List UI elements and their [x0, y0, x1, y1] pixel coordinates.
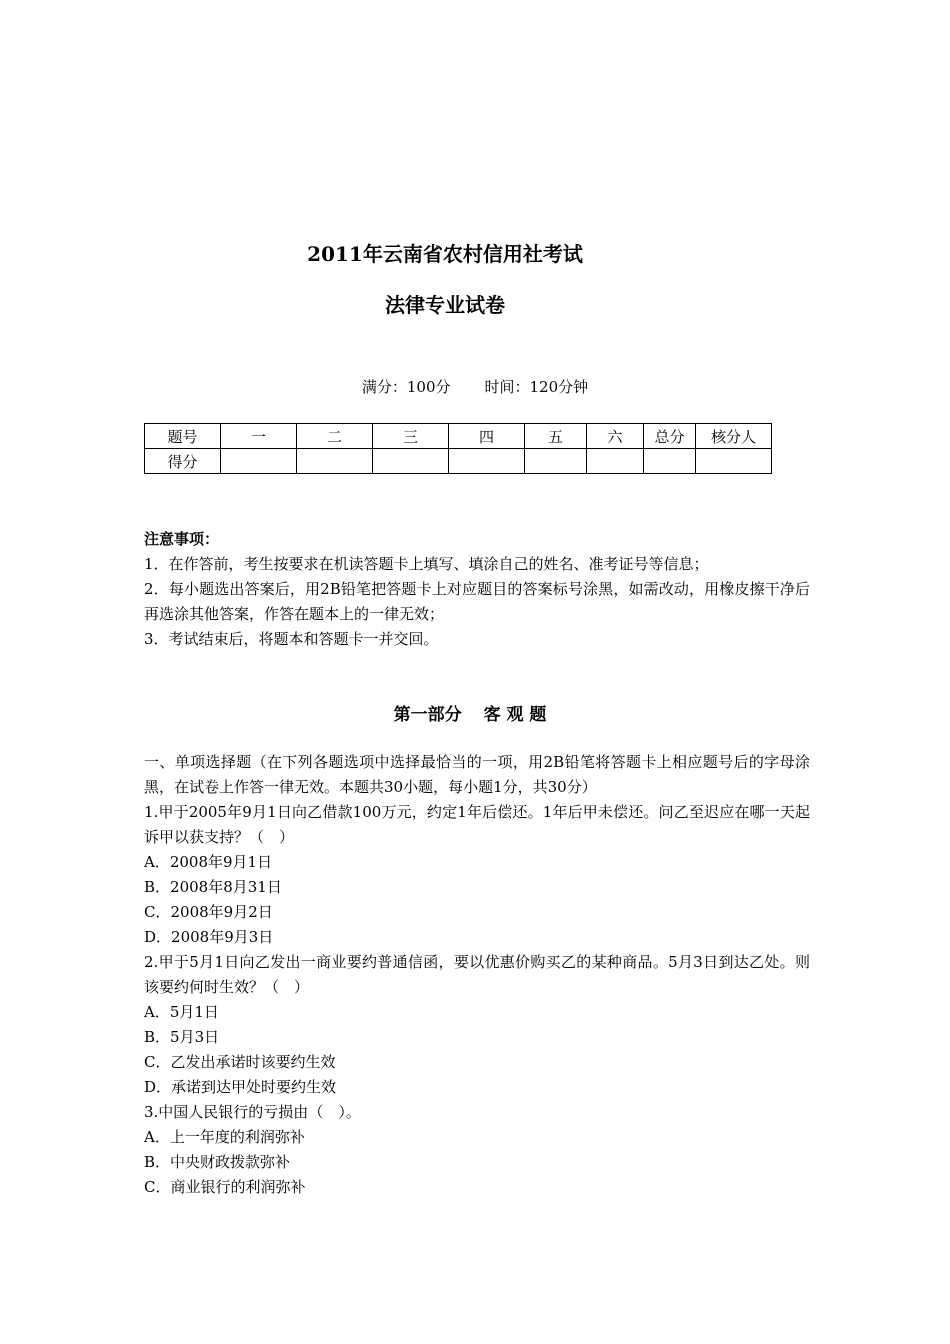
- section-heading: [0, 700, 940, 725]
- question-option: A．上一年度的利润弥补: [144, 1128, 305, 1146]
- question-option: A．5月1日: [144, 1003, 219, 1021]
- score-table-header-cell: 核分人: [696, 424, 772, 449]
- question-option: B．中央财政拨款弥补: [144, 1153, 291, 1171]
- score-table-header-cell: 一: [221, 424, 297, 449]
- exam-meta: [0, 376, 950, 397]
- single-choice-instructions: 一、单项选择题（在下列各题选项中选择最恰当的一项，用2B铅笔将答题卡上相应题号后的字母涂黑，在试卷上作答一律无效。本题共30小题，每小题1分，共30分）: [144, 753, 810, 796]
- score-cell: [644, 449, 696, 474]
- score-table-header-cell: 五: [525, 424, 587, 449]
- notice-item: 2．每小题选出答案后，用2B铅笔把答题卡上对应题目的答案标号涂黑，如需改动，用橡皮擦干净后再选涂其他答案，作答在题本上的一律无效；: [144, 580, 810, 623]
- score-cell: [587, 449, 644, 474]
- score-table-header-row: [145, 424, 772, 449]
- score-table-header-cell: 总分: [644, 424, 696, 449]
- score-row-label: 得分: [145, 449, 221, 474]
- question-option: C．乙发出承诺时该要约生效: [144, 1053, 336, 1071]
- score-table-header-cell: 二: [297, 424, 373, 449]
- notice-item: 3．考试结束后，将题本和答题卡一并交回。: [144, 630, 439, 648]
- notice-item: 1．在作答前，考生按要求在机读答题卡上填写、填涂自己的姓名、准考证号等信息；: [144, 555, 709, 573]
- score-cell: [525, 449, 587, 474]
- score-cell: [297, 449, 373, 474]
- question-option: C．2008年9月2日: [144, 903, 273, 921]
- question-stem: 3.中国人民银行的亏损由（ ）。: [144, 1103, 361, 1121]
- question-option: D．2008年9月3日: [144, 928, 274, 946]
- score-table-score-row: [145, 449, 772, 474]
- full-score: 满分：100分: [361, 378, 451, 396]
- score-cell: [696, 449, 772, 474]
- question-option: B．2008年8月31日: [144, 878, 282, 896]
- section-part: 第一部分: [393, 705, 462, 725]
- score-cell: [373, 449, 449, 474]
- score-cell: [449, 449, 525, 474]
- score-table-header-cell: 三: [373, 424, 449, 449]
- question-option: B．5月3日: [144, 1028, 220, 1046]
- score-table-header-cell: 六: [587, 424, 644, 449]
- question-stem: 1.甲于2005年9月1日向乙借款100万元，约定1年后偿还。1年后甲未偿还。问乙至迟应在哪一天起诉甲以获支持？（ ）: [144, 803, 810, 846]
- score-table-header-cell: 题号: [145, 424, 221, 449]
- question-option: C．商业银行的利润弥补: [144, 1178, 306, 1196]
- score-cell: [221, 449, 297, 474]
- single-choice-section: [144, 750, 810, 1200]
- exam-time: 时间：120分钟: [484, 378, 589, 396]
- section-name: 客 观 题: [483, 705, 547, 725]
- notice-heading: 注意事项：: [144, 530, 220, 548]
- score-table: [144, 423, 772, 474]
- question-option: A．2008年9月1日: [144, 853, 273, 871]
- exam-subtitle: 法律专业试卷: [385, 293, 505, 317]
- score-table-header-cell: 四: [449, 424, 525, 449]
- notice-section: [144, 527, 810, 652]
- question-option: D．承诺到达甲处时要约生效: [144, 1078, 337, 1096]
- exam-title: 2011年云南省农村信用社考试: [307, 242, 583, 266]
- question-stem: 2.甲于5月1日向乙发出一商业要约普通信函，要以优惠价购买乙的某种商品。5月3日到达乙处。则该要约何时生效？（ ）: [144, 953, 810, 996]
